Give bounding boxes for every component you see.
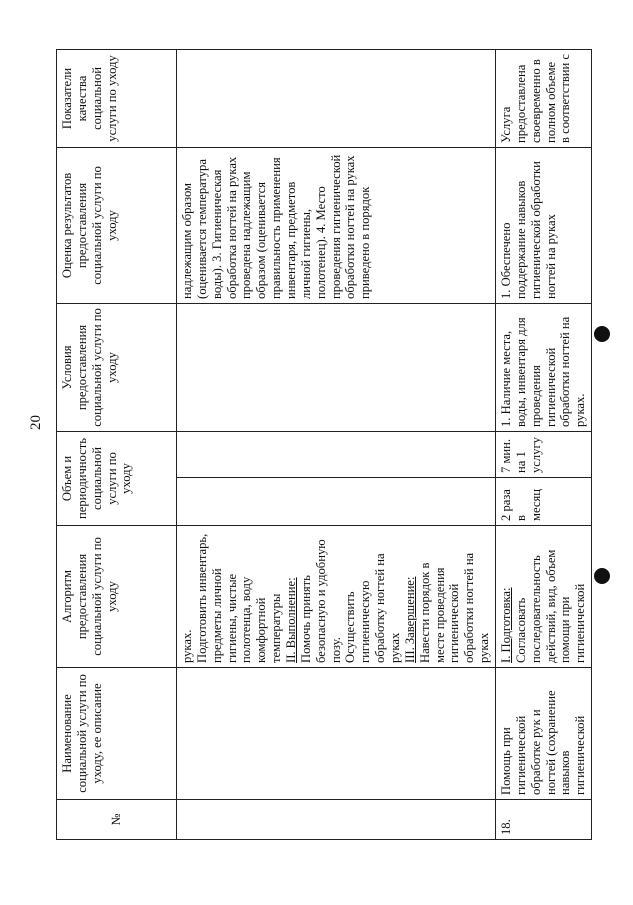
services-table [56, 49, 592, 840]
header-quality: Показатели качества социальной услуги по уходу [57, 49, 177, 147]
row1-num [177, 800, 496, 840]
binder-hole-top [594, 326, 610, 342]
row1-volume-b [177, 431, 496, 477]
header-row [57, 49, 177, 839]
algorithm-line: Осуществить гигиеническую обработку ногтей на руках [343, 553, 403, 663]
header-num: № [57, 800, 177, 840]
header-name: Наименование социальной услуги по уходу, ее описание [57, 668, 177, 800]
header-volume: Объем и периодичность социальной услуги по уходу [57, 431, 177, 525]
algorithm-line: Согласовать последовательность действий, вид, объем помощи при гигиенической [513, 549, 588, 663]
row2-name: Помощь при гигиенической обработке рук и ногтей (сохранение навыков гигиенической [496, 668, 592, 800]
algorithm-line: руках. [180, 629, 194, 663]
row2-volume-b: 7 мин. на 1 услугу [496, 431, 592, 477]
algorithm-line: Навести порядок в месте проведения гигиенической обработки ногтей на руках [417, 552, 492, 663]
row1-volume-a [177, 478, 496, 526]
header-conditions: Условия предоставления социальной услуги по уходу [57, 303, 177, 431]
algorithm-step-heading: I. Подготовка: [499, 587, 514, 663]
header-evaluation: Оценка результатов предоставления социальной услуги по уходу [57, 147, 177, 303]
binder-hole-bottom [594, 568, 610, 584]
algorithm-line: Помочь принять безопасную и удобную позу. [298, 539, 343, 663]
row2-algorithm [496, 526, 592, 668]
row2-volume-a: 2 раза в месяц [496, 478, 592, 526]
header-algorithm: Алгоритм предоставления социальной услуги по уходу [57, 526, 177, 668]
row1-quality [177, 49, 496, 147]
table-row [177, 49, 496, 839]
algorithm-step-heading: III. Завершение: [402, 576, 417, 663]
row2-evaluation: 1. Обеспечено поддержание навыков гигиенической обработки ногтей на руках [496, 147, 592, 303]
algorithm-line: Подготовить инвентарь, предметы личной гигиены, чистые полотенца, воду комфортной температуры [194, 533, 284, 663]
row1-evaluation: надлежащим образом (оценивается температура воды). 3. Гигиеническая обработка ногтей на руках проведена надлежащим образом (оценивается правильность применения инвентаря, предметов личной гигиены, полотенец). 4. Место проведения гигиенической обработки ногтей на руках приведено в порядок [177, 147, 496, 303]
row2-conditions: 1. Наличие места, воды, инвентаря для проведения гигиенической обработки ногтей на руках. [496, 303, 592, 431]
row2-num: 18. [496, 800, 592, 840]
algorithm-step-heading: II. Выполнение: [284, 577, 299, 663]
table-row [496, 49, 592, 839]
row1-conditions [177, 303, 496, 431]
row1-name [177, 668, 496, 800]
row2-quality: Услуга предоставлена своевременно в полном объеме в соответствии с [496, 49, 592, 147]
page-number: 20 [28, 415, 44, 430]
rotated-table-container [56, 50, 588, 840]
row1-algorithm [177, 526, 496, 668]
